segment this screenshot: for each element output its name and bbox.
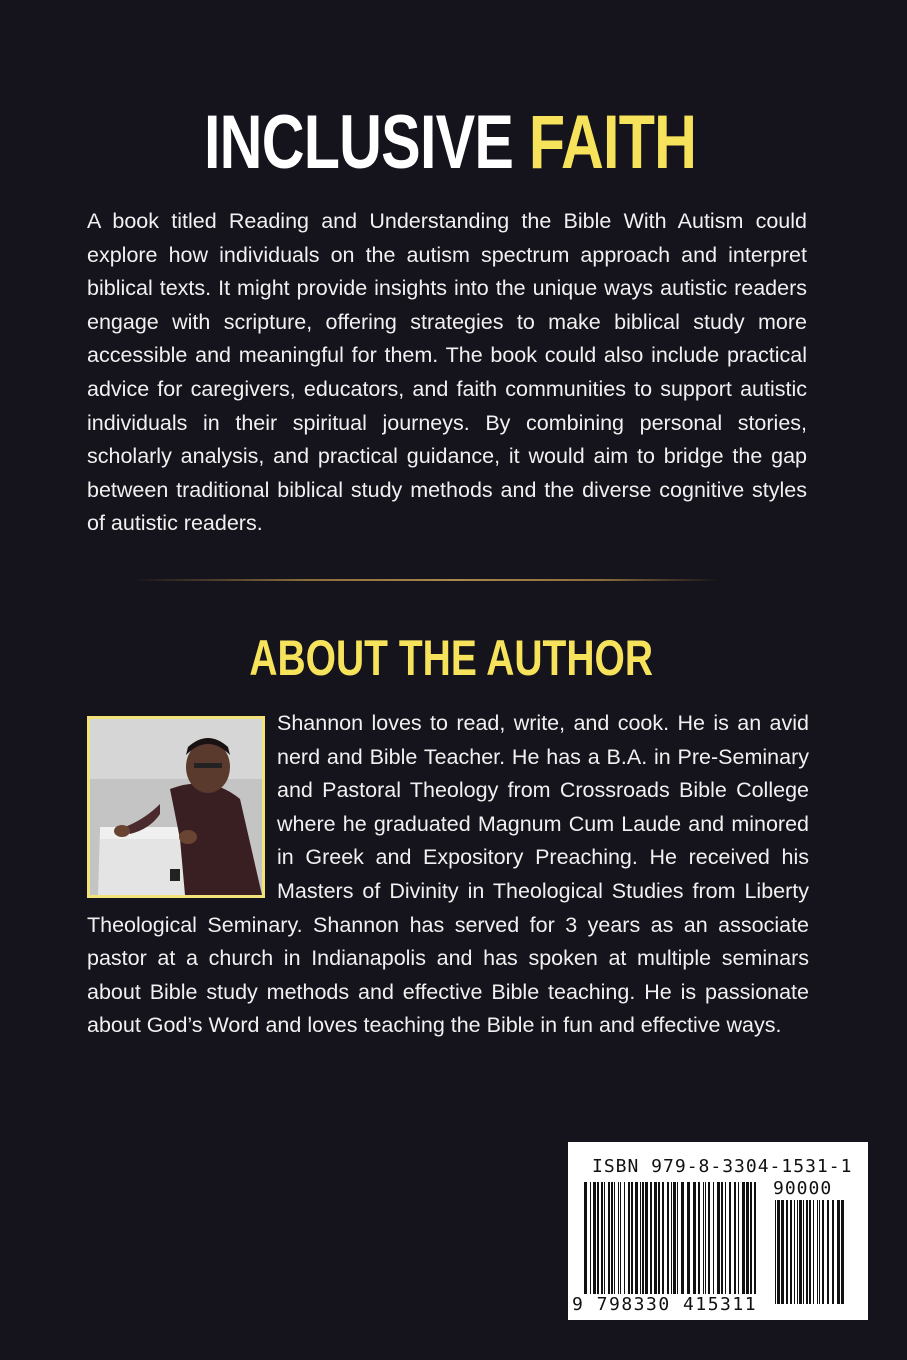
barcode-bar — [620, 1182, 621, 1304]
barcode-bar — [750, 1182, 752, 1304]
barcode-bar — [781, 1200, 784, 1304]
price-code: 90000 — [773, 1178, 833, 1199]
title-word-faith: FAITH — [528, 100, 697, 185]
book-description: A book titled Reading and Understanding the Bible With Autism could explore how individuals on the autism spectrum approach and interpret biblical texts. It might provide insights into the unique ways autistic readers engage with scripture, offering strategies to make biblical study more accessible and meaningful for them. The book could also include practical advice for caregivers, educators, and faith communities to support autistic individuals in their spiritual journeys. By combining personal stories, scholarly analysis, and practical guidance, it would aim to bridge the gap between traditional biblical study methods and the diverse cognitive styles of autistic readers. — [87, 209, 807, 536]
barcode-bar — [677, 1182, 678, 1304]
title-word-inclusive: INCLUSIVE — [203, 100, 514, 185]
barcode-bar — [611, 1182, 613, 1304]
barcode-bar — [786, 1200, 788, 1304]
barcode-bar — [827, 1200, 829, 1304]
barcode-bar — [671, 1182, 672, 1304]
barcode-bar — [640, 1182, 641, 1304]
book-title — [96, 98, 803, 188]
barcode-bar — [734, 1182, 736, 1304]
barcode-bar — [631, 1182, 633, 1304]
barcode-bar — [608, 1182, 610, 1304]
barcode-bar — [705, 1182, 706, 1304]
barcode-bar — [642, 1182, 644, 1304]
barcode-bar — [803, 1200, 804, 1304]
barcode-bar — [590, 1182, 591, 1304]
barcode-bar — [725, 1182, 726, 1304]
section-divider — [130, 579, 720, 581]
barcode-bar — [841, 1200, 844, 1304]
barcode-bar — [721, 1182, 723, 1304]
barcode-bar — [717, 1182, 720, 1304]
barcode-bar — [809, 1200, 811, 1304]
barcode-bar — [794, 1200, 795, 1304]
about-author-heading: ABOUT THE AUTHOR — [249, 630, 654, 686]
barcode-bar — [729, 1182, 731, 1304]
author-bio: Shannon loves to read, write, and cook. He is an avid nerd and Bible Teacher. He has a B.A. in Pre-Seminary and Pastoral Theology from Crossroads Bible College where he graduated Magnum Cum Laude and minored in Greek and Expository Preaching. He received his Masters of Divinity in Theological Studies from Liberty Theological Seminary. Shannon has served for 3 years as an associate pastor at a church in Indianapolis and has spoken at multiple seminars about Bible study methods and effective Bible teaching. He is passionate about God’s Word and loves teaching the Bible in fun and effective ways. — [87, 711, 809, 1038]
barcode-bar — [775, 1200, 776, 1304]
barcode-bar — [645, 1182, 648, 1304]
author-photo — [87, 716, 265, 898]
barcode-bar — [708, 1182, 710, 1304]
barcode-bar — [693, 1182, 696, 1304]
isbn-barcode — [568, 1142, 868, 1320]
barcode-addon-bars — [773, 1200, 853, 1304]
barcode-bar — [681, 1182, 684, 1304]
barcode-bar — [813, 1200, 814, 1304]
barcode-bar — [822, 1200, 824, 1304]
barcode-bar — [698, 1182, 700, 1304]
isbn-label: ISBN 979-8-3304-1531-1 — [592, 1156, 853, 1177]
barcode-bar — [819, 1200, 820, 1304]
barcode-bar — [614, 1182, 615, 1304]
barcode-bar — [601, 1182, 603, 1304]
barcode-bar — [687, 1182, 690, 1304]
barcode-bar — [703, 1182, 704, 1304]
barcode-bar — [658, 1182, 660, 1304]
barcode-bar — [742, 1182, 745, 1304]
barcode-bar — [673, 1182, 676, 1304]
barcode-bars — [582, 1182, 762, 1304]
barcode-bar — [790, 1200, 792, 1304]
barcode-bar — [746, 1182, 749, 1304]
barcode-bar — [618, 1182, 619, 1304]
barcode-bar — [754, 1182, 756, 1304]
barcode-bar — [624, 1182, 625, 1304]
author-photo-image — [90, 719, 262, 895]
barcode-bar — [650, 1182, 652, 1304]
barcode-digits: 9 798330 415311 — [572, 1294, 758, 1315]
barcode-bar — [738, 1182, 739, 1304]
barcode-bar — [806, 1200, 808, 1304]
barcode-bar — [797, 1200, 798, 1304]
barcode-bar — [667, 1182, 669, 1304]
barcode-bar — [837, 1200, 840, 1304]
barcode-bar — [635, 1182, 638, 1304]
barcode-bar — [597, 1182, 599, 1304]
barcode-bar — [799, 1200, 802, 1304]
barcode-bar — [628, 1182, 630, 1304]
barcode-bar — [777, 1200, 780, 1304]
barcode-bar — [817, 1200, 818, 1304]
barcode-bar — [604, 1182, 605, 1304]
barcode-bar — [593, 1182, 596, 1304]
barcode-bar — [832, 1200, 834, 1304]
barcode-bar — [662, 1182, 664, 1304]
barcode-bar — [584, 1182, 587, 1304]
barcode-bar — [713, 1182, 714, 1304]
barcode-bar — [654, 1182, 657, 1304]
